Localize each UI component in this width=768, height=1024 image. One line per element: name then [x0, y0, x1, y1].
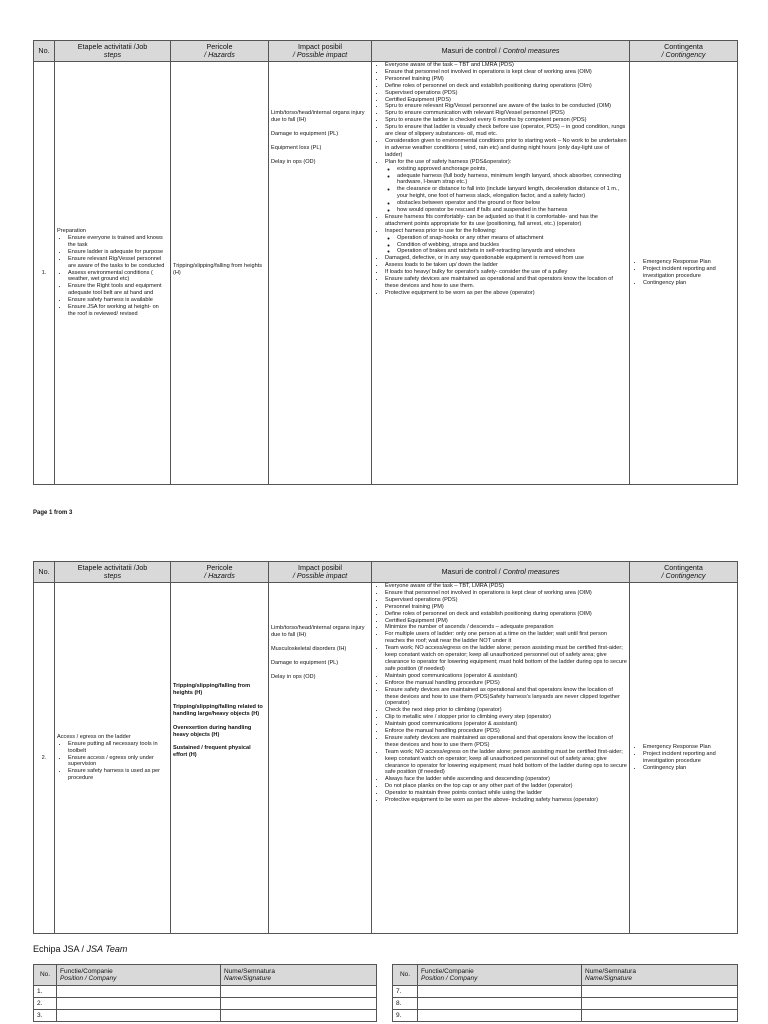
team-header-name: Nume/Semnatura Name/Signature: [582, 965, 738, 986]
table-row: [34, 986, 377, 998]
signature-field[interactable]: [221, 1010, 377, 1022]
team-header-position: Functie/Companie Position / Company: [57, 965, 221, 986]
control-measures-cell: [372, 583, 630, 934]
inspect-sublist: [385, 235, 627, 256]
list-item: • Ensure everyone is trained and knows the task: [68, 235, 168, 249]
hazard-text: Tripping/slipping/falling related to handling large/heavy objects (H): [173, 703, 263, 717]
impact-cell: [269, 62, 372, 485]
hazard-text: Sustained / frequent physical effort (H): [173, 745, 251, 759]
list-item: • Ensure ladder is adequate for purpose: [68, 249, 168, 256]
contingency-list: [632, 259, 735, 287]
list-item: • Everyone aware of the task – TBT and LMRA (PDS): [385, 62, 627, 69]
list-item: • Operator to maintain three points contact while using the ladder: [385, 790, 627, 797]
list-item: • Project incident reporting and investigation procedure: [643, 751, 735, 765]
header-hazards: Pericole / Hazards: [171, 562, 269, 583]
measures-list: [374, 62, 627, 297]
list-item: • Team work; NO access/egress on the ladder alone; person assisting must be certified first-aider; keep constant watch on operator; keep all unauthorized personnel out of safety area; give clearance to operator for lowering equipment; must hold bottom of the ladder during ops to secure safe position (if needed): [385, 749, 627, 777]
list-item: • Personnel training (PM): [385, 604, 627, 611]
list-item: • Everyone aware of the task – TBT, LMRA (PDS): [385, 583, 627, 590]
control-measures-cell: [372, 62, 630, 485]
list-item: • Supervised operations (PDS): [385, 597, 627, 604]
hazard-text: Overexertion during handling heavy objects (H): [173, 724, 252, 738]
team-header-row: [34, 965, 377, 986]
contingency-cell: [630, 62, 738, 485]
list-item: • Ensure access / egress only under supervision: [68, 755, 168, 769]
list-item: • Consideration given to environmental conditions prior to starting work – No work to be undertaken in adverse weather conditions ( wind, rain etc) and during night hours (only day-light use of ladder): [385, 138, 627, 159]
header-impact: Impact posibil / Possible impact: [269, 562, 372, 583]
list-item: • Contingency plan: [643, 280, 735, 287]
header-row: [34, 41, 738, 62]
signature-field[interactable]: [582, 1010, 738, 1022]
position-field[interactable]: [57, 998, 221, 1010]
header-contingency: Contingenta / Contingency: [630, 41, 738, 62]
impact-text: Delay in ops (OD): [271, 158, 316, 165]
row-number: 2.: [34, 583, 55, 934]
list-item: • Supervised operations (PDS): [385, 90, 627, 97]
impact-text: Limb/torso/head/internal organs injury due to fall (IH): [271, 110, 365, 123]
list-item: • Project incident reporting and investigation procedure: [643, 266, 735, 280]
page-footer: Page 1 from 3: [33, 510, 73, 516]
list-item: • If loads too heavy/ bulky for operator's safety- consider the use of a pulley: [385, 269, 627, 276]
list-item: ◦ the clearance or distance to fall into (include lanyard length, deceleration distance of 1 m., your height, one foot of harness slack, elongation factor, and a safety factor): [397, 186, 627, 200]
list-item: • Plan for the use of safety harness (PDS&operator): ◦ existing approved anchorage points, ◦ adequate harness (full body harness, minimum length lanyard, shock absorber, connecting hardware, I-beam strap etc.) ◦ the clearance or distance to fall into (include lanyard length, deceleration distance of 1 m., your height, one foot of harness slack, elongation factor, and a safety factor) ◦ obstacles between operator and the ground or floor below ◦ how would operator be rescued if falls and suspended in the harness: [385, 159, 627, 214]
list-item: • Ensure JSA for working at height- on the roof is reviewed/ revised: [68, 304, 168, 318]
team-row-number: 1.: [34, 986, 57, 998]
list-item: • Define roles of personnel on deck and establish positioning during operations (OIM): [385, 611, 627, 618]
list-item: • Minimize the number of ascends / descends – adequate preparation: [385, 624, 627, 631]
list-item: • Contingency plan: [643, 765, 735, 772]
list-item: ◦ Condition of webbing, straps and buckles: [397, 242, 627, 249]
impact-cell: [269, 583, 372, 934]
step-title: Preparation: [57, 228, 86, 235]
impact-text: Damage to equipment (PL): [271, 130, 339, 137]
table-row: [34, 1010, 377, 1022]
team-header-no: No.: [393, 965, 418, 986]
impact-text: Damage to equipment (PL): [271, 659, 339, 666]
list-item: • Inspect harness prior to use for the following: ◦ Operation of snap-hooks or any other means of attachment ◦ Condition of webbing, straps and buckles ◦ Operation of brakes and ratchets in self-retracting lanyards and winches: [385, 228, 627, 256]
step-list: [57, 741, 168, 782]
team-row-number: 7.: [393, 986, 418, 998]
job-step-cell: [55, 62, 171, 485]
list-item: • Spru to ensure the ladder is checked every 6 months by competent person (PDS): [385, 117, 627, 124]
list-item: • Spru to ensure communication with relevant Rig/Vessel personnel (PDS): [385, 110, 627, 117]
list-item: • Ensure safety harness is used as per procedure: [68, 768, 168, 782]
list-item: • Ensure putting all necessary tools in toolbelt: [68, 741, 168, 755]
list-item: • Spru to ensure relevant Rig/Vessel personnel are aware of the tasks to be conducted (OIM): [385, 103, 627, 110]
impact-text: Musculoskeletal disorders (IH): [271, 645, 347, 652]
header-row: [34, 562, 738, 583]
list-item: ◦ how would operator be rescued if falls and suspended in the harness: [397, 207, 627, 214]
table-row: [393, 1010, 738, 1022]
header-impact: Impact posibil / Possible impact: [269, 41, 372, 62]
list-item: • Always face the ladder while ascending and descending (operator): [385, 776, 627, 783]
jsa-table-2: [33, 561, 738, 934]
list-item: • Check the next step prior to climbing (operator): [385, 707, 627, 714]
header-hazards: Pericole / Hazards: [171, 41, 269, 62]
contingency-list: [632, 744, 735, 772]
list-item: • Ensure the Right tools and equipment adequate tool belt are at hand and: [68, 283, 168, 297]
team-header-position: Functie/Companie Position / Company: [418, 965, 582, 986]
team-row-number: 9.: [393, 1010, 418, 1022]
list-item: • Ensure safety devices are maintained as operational and that operators know the location of these devices and how to use them (PDS): [385, 735, 627, 749]
position-field[interactable]: [418, 986, 582, 998]
list-item: • Protective equipment to be worn as per the above (operator): [385, 290, 627, 297]
hazard-text: Tripping/slipping/falling from heights (H): [173, 262, 263, 276]
step-list: [57, 235, 168, 318]
hazard-cell: [171, 62, 269, 485]
list-item: • For multiple users of ladder: only one person at a time on the ladder; wait until first person reaches the roof; wait near the ladder NOT under it: [385, 631, 627, 645]
list-item: • Team work; NO access/egress on the ladder alone; person assisting must be certified first-aider; keep constant watch on operator; keep all unauthorized personnel out of safety area; give clearance to operator for lowering equipment; must hold bottom of the ladder during ops to secure safe position (if needed): [385, 645, 627, 673]
position-field[interactable]: [418, 998, 582, 1010]
table-row: [393, 986, 738, 998]
list-item: • Maintain good communications (operator & assistant): [385, 673, 627, 680]
list-item: ◦ existing approved anchorage points,: [397, 166, 627, 173]
team-header-name: Nume/Semnatura Name/Signature: [221, 965, 377, 986]
list-item: ◦ Operation of snap-hooks or any other means of attachment: [397, 235, 627, 242]
team-header-row: [393, 965, 738, 986]
list-item: • Certified Equipment (PM): [385, 618, 627, 625]
header-measures: Masuri de control / Control measures: [372, 562, 630, 583]
list-item: • Ensure that personnel not involved in operations is kept clear of working area (OIM): [385, 69, 627, 76]
signature-field[interactable]: [582, 998, 738, 1010]
list-item: • Maintain good communications (operator & assistant): [385, 721, 627, 728]
table-row: [34, 583, 738, 934]
list-item: • Clip to metallic wire / stopper prior to climbing every step (operator): [385, 714, 627, 721]
list-item: • Personnel training (PM): [385, 76, 627, 83]
list-item: • Protective equipment to be worn as per the above- including safety harness (operator): [385, 797, 627, 804]
measures-list: [374, 583, 627, 804]
signature-field[interactable]: [582, 986, 738, 998]
jsa-table-1: [33, 40, 738, 485]
hazard-cell: [171, 583, 269, 934]
team-row-number: 8.: [393, 998, 418, 1010]
list-item: • Assess environmental conditions ( weather, wet ground etc): [68, 270, 168, 284]
impact-text: Equipment loss (PL): [271, 144, 322, 151]
table-row: [393, 998, 738, 1010]
list-item: • Enforce the manual handling procedure (PDS): [385, 680, 627, 687]
header-contingency: Contingenta / Contingency: [630, 562, 738, 583]
table-row: [34, 998, 377, 1010]
list-item: • Ensure that personnel not involved in operations is kept clear of working area (OIM): [385, 590, 627, 597]
step-title: Access / egress on the ladder: [57, 733, 131, 740]
team-title: Echipa JSA / JSA Team: [33, 944, 128, 954]
list-item: • Do not place planks on the top cap or any other part of the ladder (operator): [385, 783, 627, 790]
list-item: • Ensure safety harness is available: [68, 297, 168, 304]
list-item: • Ensure safety devices are maintained as operational and that operators know the location of these devices and how to use them (PDS)Safety harness's lanyards are never clipped together (operator): [385, 687, 627, 708]
list-item: • Spru to ensure that ladder is visually check before use (operator, PDS) – in good condition, rungs are clear of slippery substances- oil, mud etc.: [385, 124, 627, 138]
header-no: No.: [34, 562, 55, 583]
row-number: 1.: [34, 62, 55, 485]
list-item: • Damaged, defective, or in any way questionable equipment is removed from use: [385, 255, 627, 262]
contingency-cell: [630, 583, 738, 934]
impact-text: Delay in ops (OD): [271, 673, 316, 680]
list-item: • Enforce the manual handling procedure (PDS): [385, 728, 627, 735]
list-item: • Ensure safety devices are maintained as operational and that operators know the location of these devices and how to use them.: [385, 276, 627, 290]
position-field[interactable]: [418, 1010, 582, 1022]
header-no: No.: [34, 41, 55, 62]
hazard-text: Tripping/slipping/falling from heights (H): [173, 683, 251, 696]
header-measures: Masuri de control / Control measures: [372, 41, 630, 62]
header-steps: Etapele activitatii /Job steps: [55, 562, 171, 583]
team-row-number: 3.: [34, 1010, 57, 1022]
team-header-no: No.: [34, 965, 57, 986]
harness-sublist: [385, 166, 627, 214]
list-item: ◦ obstacles between operator and the ground or floor below: [397, 200, 627, 207]
list-item: • Emergency Response Plan: [643, 744, 735, 751]
position-field[interactable]: [57, 1010, 221, 1022]
position-field[interactable]: [57, 986, 221, 998]
list-item: • Assess loads to be taken up/ down the ladder: [385, 262, 627, 269]
list-item: • Emergency Response Plan: [643, 259, 735, 266]
list-item: • Define roles of personnel on deck and establish positioning during operations (OIm): [385, 83, 627, 90]
team-table-left: [33, 964, 377, 1022]
list-item: • Certified Equipment (PDS): [385, 97, 627, 104]
job-step-cell: [55, 583, 171, 934]
signature-field[interactable]: [221, 986, 377, 998]
team-row-number: 2.: [34, 998, 57, 1010]
list-item: • Ensure harness fits comfortably- can be adjusted so that it is comfortable- and has the attachment points appropriate for its use (positioning, fall arrest, etc.) (operator): [385, 214, 627, 228]
team-table-right: [392, 964, 738, 1022]
signature-field[interactable]: [221, 998, 377, 1010]
list-item: ◦ adequate harness (full body harness, minimum length lanyard, shock absorber, connecting hardware, I-beam strap etc.): [397, 173, 627, 187]
table-row: [34, 62, 738, 485]
list-item: • Ensure relevant Rig/Vessel personnel are aware of the tasks to be conducted: [68, 256, 168, 270]
list-item: ◦ Operation of brakes and ratchets in self-retracting lanyards and winches: [397, 248, 627, 255]
impact-text: Limb/torso/head/internal organs injury due to fall (IH): [271, 625, 365, 638]
header-steps: Etapele activitatii /Job steps: [55, 41, 171, 62]
